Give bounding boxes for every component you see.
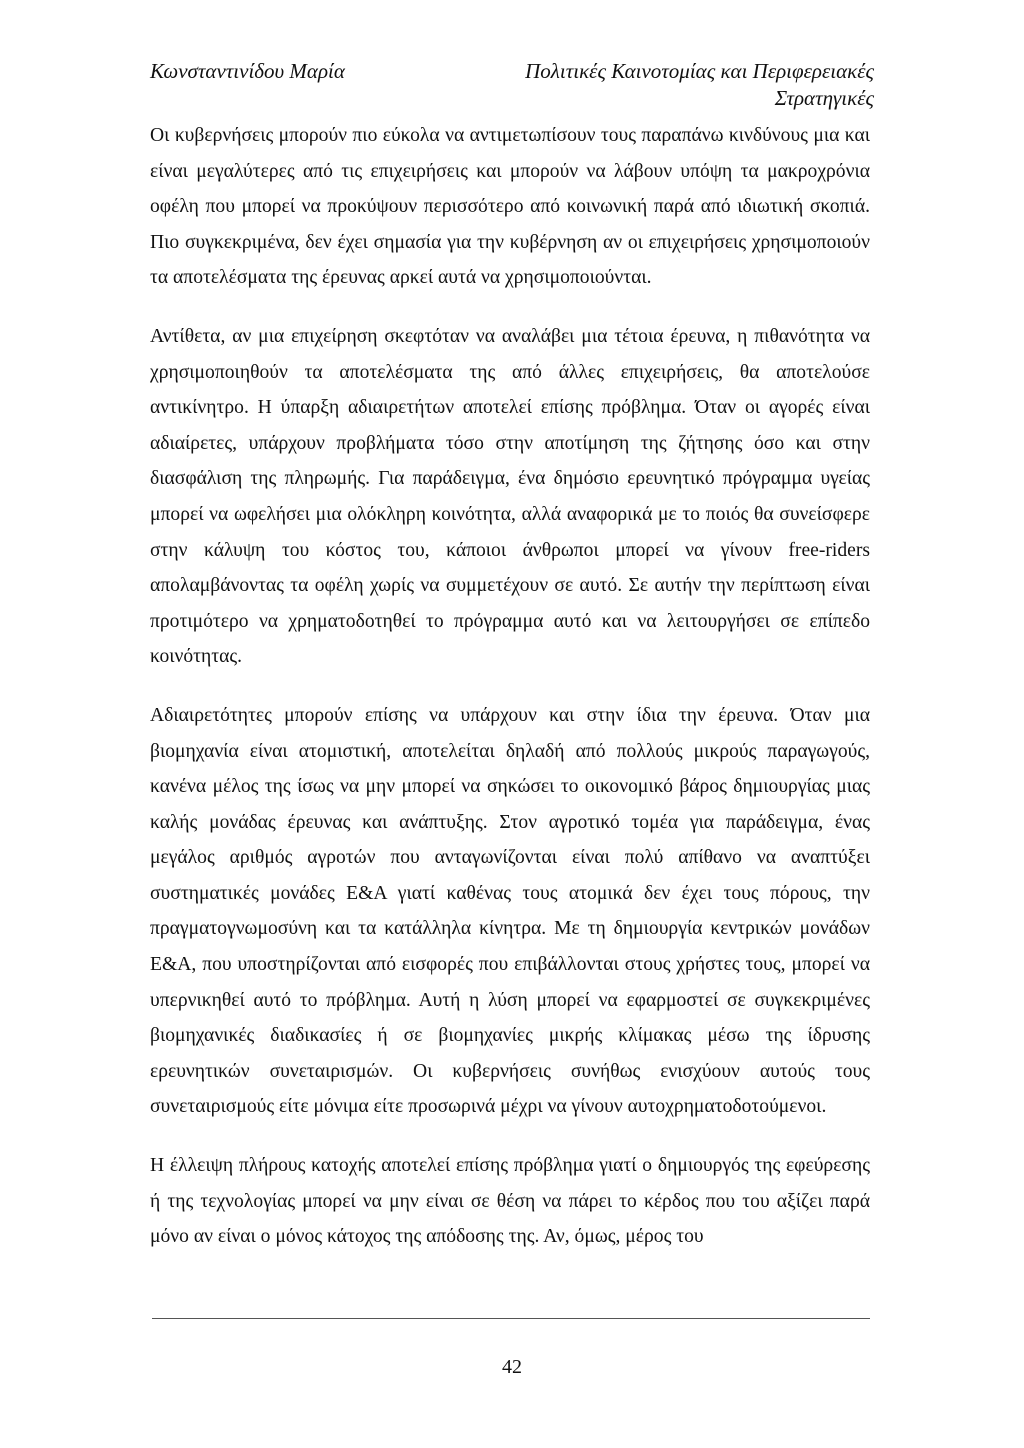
header-author: Κωνσταντινίδου Μαρία (150, 59, 345, 83)
paragraph: Η έλλειψη πλήρους κατοχής αποτελεί επίσης πρόβλημα γιατί ο δημιουργός της εφεύρεσης ή της τεχνολογίας μπορεί να μην είναι σε θέση να πάρει το κέρδος που του αξίζει παρά μόνο αν είναι ο μόνος κάτοχος της απόδοσης της. Αν, όμως, μέρος του (150, 1155, 870, 1248)
paragraph: Αντίθετα, αν μια επιχείρηση σκεφτόταν να αναλάβει μια τέτοια έρευνα, η πιθανότητα να χρησιμοποιηθούν τα αποτελέσματα της από άλλες επιχειρήσεις, θα αποτελούσε αντικίνητρο. Η ύπαρξη αδιαιρετήτων αποτελεί επίσης πρόβλημα. Όταν οι αγορές είναι αδιαίρετες, υπάρχουν προβλήματα τόσο στην αποτίμηση της ζήτησης όσο και στην διασφάλιση της πληρωμής. Για παράδειγμα, ένα δημόσιο ερευνητικό πρόγραμμα υγείας μπορεί να ωφελήσει μια ολόκληρη κοινότητα, αλλά αναφορικά με το ποιός θα συνείσφερε στην κάλυψη του κόστος του, κάποιοι άνθρωποι μπορεί να γίνουν free-riders απολαμβάνοντας τα οφέλη χωρίς να συμμετέχουν σε αυτό. Σε αυτήν την περίπτωση είναι προτιμότερο να χρηματοδοτηθεί το πρόγραμμα αυτό και να λειτουργήσει σε επίπεδο κοινότητας. (150, 325, 870, 668)
paragraph: Οι κυβερνήσεις μπορούν πιο εύκολα να αντιμετωπίσουν τους παραπάνω κινδύνους μια και είναι μεγαλύτερες από τις επιχειρήσεις και μπορούν να λάβουν υπόψη τα μακροχρόνια οφέλη που μπορεί να προκύψουν περισσότερο από κοινωνική παρά από ιδιωτική σκοπιά. Πιο συγκεκριμένα, δεν έχει σημασία για την κυβέρνηση αν οι επιχειρήσεις χρησιμοποιούν τα αποτελέσματα της έρευνας αρκεί αυτά να χρησιμοποιούνται. (150, 125, 870, 289)
document-body (150, 118, 870, 1278)
paragraph: Αδιαιρετότητες μπορούν επίσης να υπάρχουν και στην ίδια την έρευνα. Όταν μια βιομηχανία είναι ατομιστική, αποτελείται δηλαδή από πολλούς μικρούς παραγωγούς, κανένα μέλος της ίσως να μην μπορεί να σηκώσει το οικονομικό βάρος δημιουργίας μιας καλής μονάδας έρευνας και ανάπτυξης. Στον αγροτικό τομέα για παράδειγμα, ένας μεγάλος αριθμός αγροτών που ανταγωνίζονται είναι πολύ απίθανο να αναπτύξει συστηματικές μονάδες Ε&Α γιατί καθένας τους ατομικά δεν έχει τους πόρους, την πραγματογνωμοσύνη και τα κατάλληλα κίνητρα. Με τη δημιουργία κεντρικών μονάδων Ε&Α, που υποστηρίζονται από εισφορές που επιβάλλονται στους χρήστες τους, μπορεί να υπερνικηθεί αυτό το πρόβλημα. Αυτή η λύση μπορεί να εφαρμοστεί σε συγκεκριμένες βιομηχανικές διαδικασίες ή σε βιομηχανίες μικρής κλίμακας μέσω της ίδρυσης ερευνητικών συνεταιρισμών. Οι κυβερνήσεις συνήθως ενισχύουν αυτούς τους συνεταιρισμούς είτε μόνιμα είτε προσωρινά μέχρι να γίνουν αυτοχρηματοδοτούμενοι. (150, 704, 870, 1118)
footer-divider (152, 1318, 870, 1319)
page-number: 42 (502, 1356, 522, 1378)
header-title: Πολιτικές Καινοτομίας και Περιφερειακές Στρατηγικές (525, 59, 874, 110)
